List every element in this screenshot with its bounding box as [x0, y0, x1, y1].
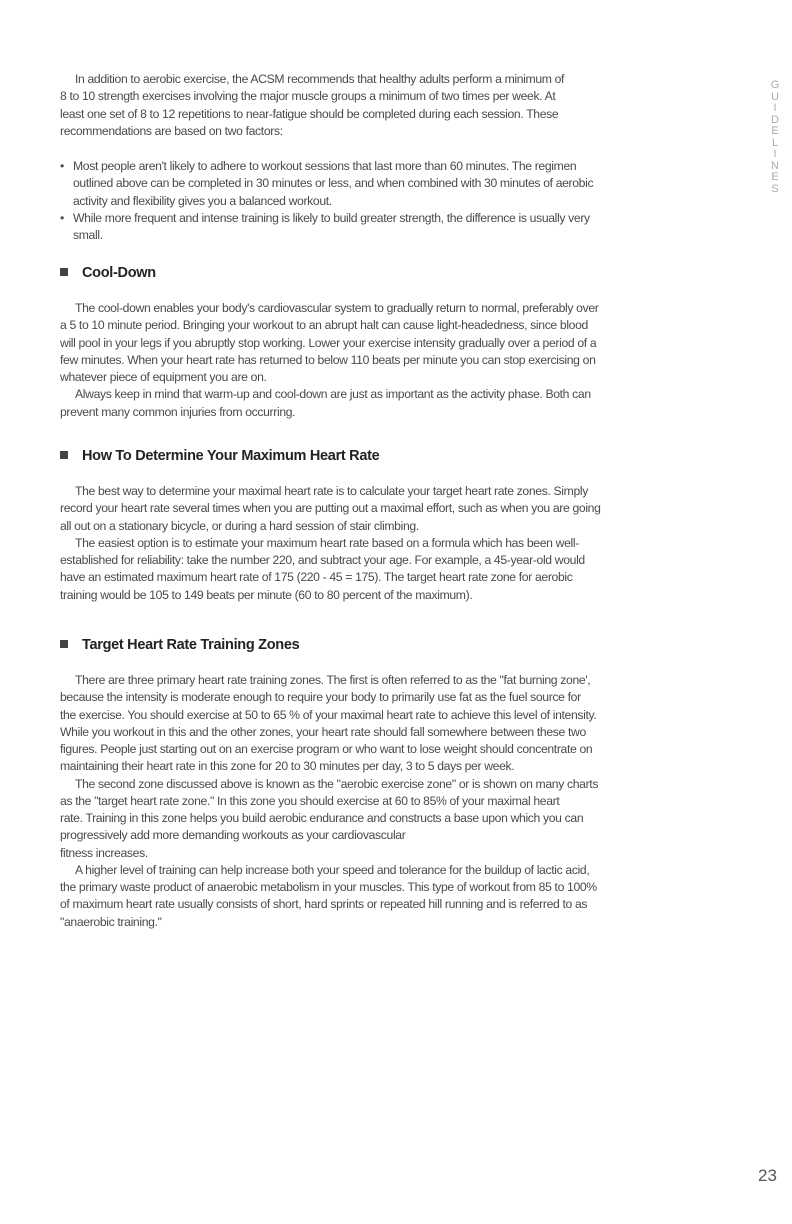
- text-line: all out on a stationary bicycle, or during a hard session of stair climbing.: [60, 518, 419, 533]
- heading-text: How To Determine Your Maximum Heart Rate: [82, 448, 380, 464]
- text-line: prevent many common injuries from occurring.: [60, 404, 296, 419]
- max-heart-rate-body: [60, 483, 740, 604]
- intro-paragraph: [60, 71, 740, 140]
- text-line: established for reliability: take the number 220, and subtract your age. For example, a 45-year-old would: [60, 553, 585, 567]
- text-line: maintaining their heart rate in this zone for 20 to 30 minutes per day, 3 to 5 days per week.: [60, 759, 515, 774]
- text-line: recommendations are based on two factors:: [60, 123, 283, 138]
- text-line: as the "target heart rate zone." In this zone you should exercise at 60 to 85% of your maximal heart: [60, 793, 560, 808]
- text-line: least one set of 8 to 12 repetitions to near-fatigue should be completed during each session. These: [60, 106, 559, 121]
- side-letter: I: [773, 148, 777, 160]
- side-letter: D: [771, 113, 779, 126]
- text-line: a 5 to 10 minute period. Bringing your workout to an abrupt halt can cause light-headedness, since blood: [60, 318, 588, 333]
- section-side-label: [766, 80, 784, 195]
- side-letter: I: [773, 102, 777, 114]
- heading-text: Cool-Down: [82, 265, 156, 281]
- bullet-list: [60, 158, 740, 244]
- heading-max-heart-rate: [60, 447, 379, 465]
- square-bullet-icon: [60, 268, 68, 276]
- text-line: fitness increases.: [60, 845, 148, 860]
- text-line: the exercise. You should exercise at 50 to 65 % of your maximal heart rate to achieve this level of intensity.: [60, 707, 597, 722]
- text-line: The best way to determine your maximal heart rate is to calculate your target heart rate zones. Simply: [75, 484, 588, 498]
- text-line: outlined above can be completed in 30 minutes or less, and when combined with 30 minutes of aerobic: [73, 176, 594, 191]
- text-line: Always keep in mind that warm-up and cool-down are just as important as the activity phase. Both can: [75, 387, 591, 402]
- text-line: because the intensity is moderate enough to require your body to primarily use fat as the fuel source for: [60, 690, 581, 705]
- text-line: activity and flexibility gives you a balanced workout.: [73, 193, 332, 208]
- bullet-item: [60, 210, 740, 227]
- bullet-dot-icon: •: [60, 210, 65, 225]
- heading-text: Target Heart Rate Training Zones: [82, 637, 300, 653]
- text-line: While more frequent and intense training is likely to build greater strength, the difference is usually very: [73, 210, 590, 225]
- text-line: whatever piece of equipment you are on.: [60, 370, 267, 384]
- text-line: figures. People just starting out on an exercise program or who want to lose weight should concentrate on: [60, 742, 593, 756]
- text-line: A higher level of training can help increase both your speed and tolerance for the buildup of lactic acid,: [75, 862, 590, 877]
- side-letter: G: [770, 79, 780, 91]
- side-letter: E: [771, 125, 779, 137]
- text-line: Most people aren't likely to adhere to workout sessions that last more than 60 minutes. The regimen: [73, 159, 577, 173]
- text-line: training would be 105 to 149 beats per minute (60 to 80 percent of the maximum).: [60, 587, 473, 602]
- text-line: The second zone discussed above is known as the "aerobic exercise zone" or is shown on many charts: [75, 776, 599, 791]
- text-line: small.: [73, 228, 103, 242]
- text-line: progressively add more demanding workouts as your cardiovascular: [60, 828, 406, 843]
- text-line: While you workout in this and the other zones, your heart rate should fall somewhere between these two: [60, 724, 586, 739]
- text-line: "anaerobic training.": [60, 914, 162, 929]
- training-zones-body: [60, 672, 740, 931]
- page-number: 23: [758, 1166, 777, 1185]
- text-line: the primary waste product of anaerobic metabolism in your muscles. This type of workout from 85 to 100%: [60, 880, 597, 894]
- text-line: 8 to 10 strength exercises involving the major muscle groups a minimum of two times per week. At: [60, 89, 556, 104]
- text-line: of maximum heart rate usually consists of short, hard sprints or repeated hill running and is referred to as: [60, 897, 588, 912]
- text-line: There are three primary heart rate training zones. The first is often referred to as the "fat burning zone',: [75, 673, 591, 687]
- bullet-item: [60, 158, 740, 175]
- text-line: have an estimated maximum heart rate of 175 (220 - 45 = 175). The target heart rate zone for aerobic: [60, 570, 573, 585]
- side-letter: L: [771, 136, 779, 149]
- side-letter: E: [771, 171, 779, 183]
- text-line: The easiest option is to estimate your maximum heart rate based on a formula which has been well-: [75, 535, 579, 550]
- text-line: rate. Training in this zone helps you build aerobic endurance and constructs a base upon which you can: [60, 811, 584, 825]
- side-letter: N: [771, 159, 779, 172]
- square-bullet-icon: [60, 451, 68, 459]
- square-bullet-icon: [60, 640, 68, 648]
- cool-down-body: [60, 300, 740, 421]
- text-line: In addition to aerobic exercise, the ACSM recommends that healthy adults perform a minimum of: [75, 72, 565, 86]
- heading-cool-down: [60, 264, 156, 282]
- bullet-dot-icon: •: [60, 159, 65, 173]
- text-line: record your heart rate several times when you are putting out a maximal effort, such as when you are going: [60, 501, 601, 516]
- side-letter: S: [771, 182, 779, 195]
- side-letter: U: [771, 90, 779, 103]
- text-line: few minutes. When your heart rate has returned to below 110 beats per minute you can stop exercising on: [60, 352, 596, 367]
- text-line: The cool-down enables your body's cardiovascular system to gradually return to normal, preferably over: [75, 301, 599, 315]
- text-line: will pool in your legs if you abruptly stop working. Lower your exercise intensity gradually over a period of a: [60, 335, 597, 350]
- heading-training-zones: [60, 636, 299, 654]
